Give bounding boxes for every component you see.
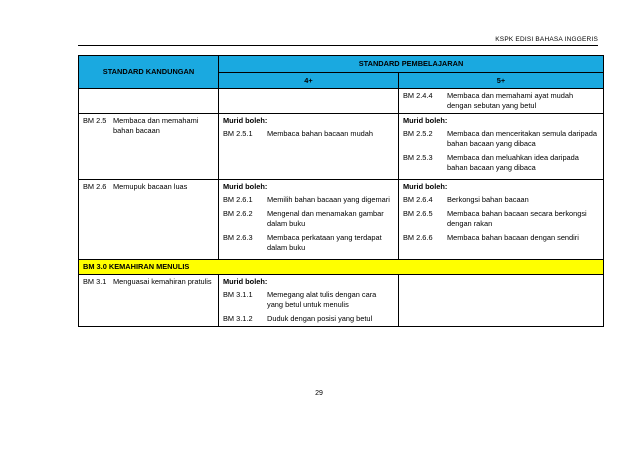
table-row [79, 179, 604, 259]
sk-code: BM 3.1 [83, 276, 107, 286]
section-title: BM 3.0 KEMAHIRAN MENULIS [79, 259, 604, 274]
sp-code: BM 2.6.5 [403, 208, 433, 218]
sk-text: Membaca dan memahami bahan bacaan [113, 115, 199, 135]
sp-text: Membaca dan memahami ayat mudah dengan sebutan yang betul [447, 91, 574, 110]
sp-text: Membaca bahan bacaan dengan sendiri [447, 232, 579, 242]
sp-code: BM 2.6.6 [403, 232, 433, 242]
header-age-4: 4+ [219, 73, 399, 89]
sp-text: Membaca dan meluahkan idea daripada bahan bacaan yang dibaca [447, 152, 579, 172]
lead-text: Murid boleh: [223, 276, 268, 286]
sk-cell [79, 274, 219, 326]
sk-cell [79, 113, 219, 179]
sp4-cell [219, 274, 399, 326]
sp-code: BM 3.1.1 [223, 289, 253, 299]
header-standard-kandungan: STANDARD KANDUNGAN [79, 56, 219, 89]
sp-text: Membaca perkataan yang terdapat dalam buku [267, 232, 382, 252]
sp-text: Berkongsi bahan bacaan [447, 194, 529, 204]
sp-code: BM 2.6.4 [403, 194, 433, 204]
sp5-cell [399, 274, 604, 326]
sp-code: BM 2.6.1 [223, 194, 253, 204]
sp-code: BM 2.5.1 [223, 128, 253, 138]
sp5-cell [399, 113, 604, 179]
sp-code: BM 2.6.3 [223, 232, 253, 242]
sp-code: BM 2.5.3 [403, 152, 433, 162]
sp4-cell [219, 89, 399, 114]
header-standard-pembelajaran: STANDARD PEMBELAJARAN [219, 56, 604, 73]
sk-text: Memupuk bacaan luas [113, 181, 188, 191]
lead-text: Murid boleh: [403, 181, 448, 191]
sp-code: BM 2.5.2 [403, 128, 433, 138]
header-rule [78, 45, 598, 46]
sp4-cell [219, 179, 399, 259]
sp5-cell [399, 89, 604, 114]
sp-code: BM 2.6.2 [223, 208, 253, 218]
sp-text: Duduk dengan posisi yang betul [267, 313, 373, 323]
sk-cell [79, 89, 219, 114]
lead-text: Murid boleh: [223, 115, 268, 125]
lead-text: Murid boleh: [403, 115, 448, 125]
header-age-5: 5+ [399, 73, 604, 89]
sk-cell [79, 179, 219, 259]
sp-text: Membaca dan menceritakan semula daripada bahan bacaan yang dibaca [447, 128, 597, 148]
sk-text: Menguasai kemahiran pratulis [113, 276, 212, 286]
sk-code: BM 2.5 [83, 115, 107, 125]
sp-code: BM 2.4.4 [403, 91, 433, 100]
curriculum-table [78, 55, 604, 327]
sp-text: Mengenal dan menamakan gambar dalam buku [267, 208, 384, 228]
lead-text: Murid boleh: [223, 181, 268, 191]
sp-text: Memegang alat tulis dengan cara yang betul untuk menulis [267, 289, 377, 309]
table-row [79, 274, 604, 326]
page-number: 29 [315, 390, 323, 397]
sk-code: BM 2.6 [83, 181, 107, 191]
table-row [79, 113, 604, 179]
sp-text: Membaca bahan bacaan secara berkongsi dengan rakan [447, 208, 587, 228]
sp-text: Memilih bahan bacaan yang digemari [267, 194, 390, 204]
sp4-cell [219, 113, 399, 179]
section-row [79, 259, 604, 274]
sp-text: Membaca bahan bacaan mudah [267, 128, 374, 138]
sp5-cell [399, 179, 604, 259]
sp-code: BM 3.1.2 [223, 313, 253, 323]
document-header: KSPK EDISI BAHASA INGGERIS [495, 36, 598, 43]
table-row [79, 89, 604, 114]
